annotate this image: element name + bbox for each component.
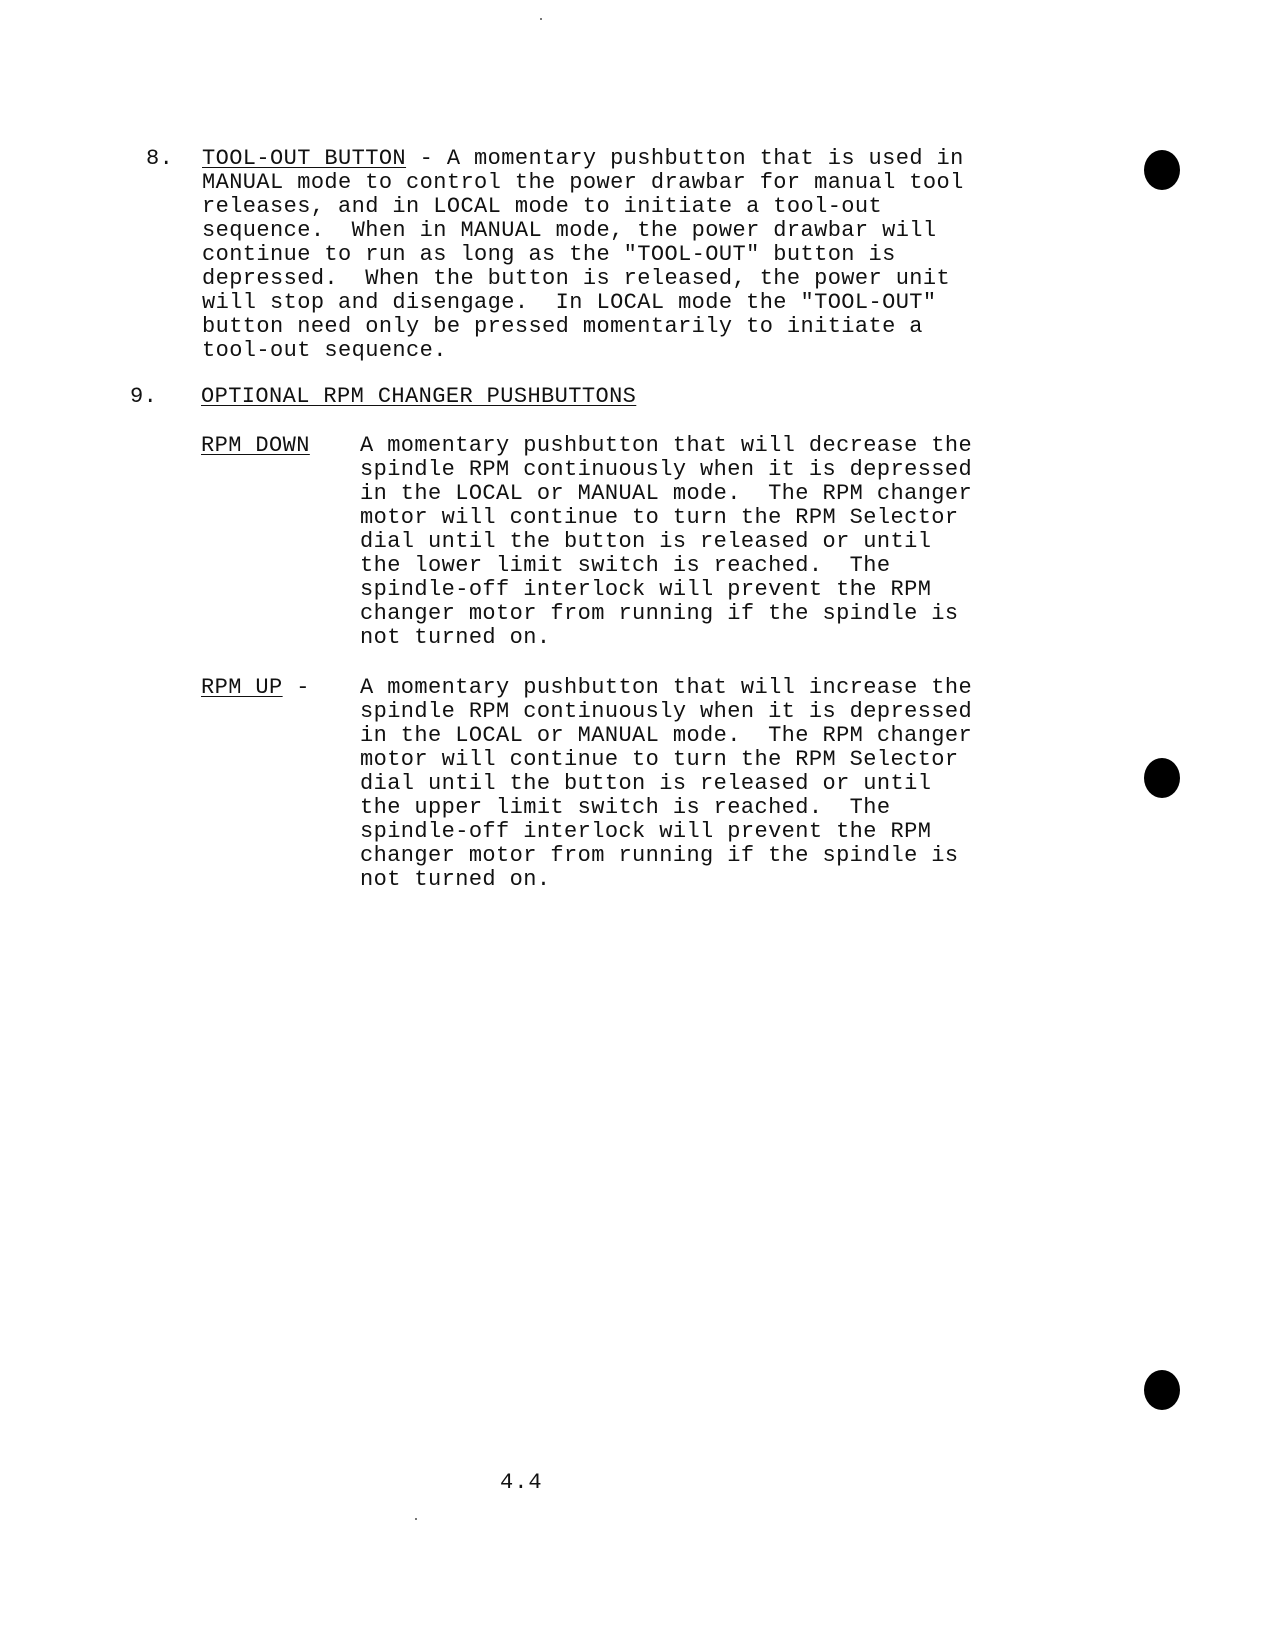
rpm-up-label-line	[201, 675, 310, 700]
item-8-line: - A momentary pushbutton that is used in	[406, 146, 964, 171]
rpm-down-line: dial until the button is released or until	[360, 529, 932, 554]
rpm-up-line: in the LOCAL or MANUAL mode. The RPM changer	[360, 723, 973, 748]
rpm-up-line: motor will continue to turn the RPM Selector	[360, 747, 959, 772]
rpm-up-line: not turned on.	[360, 867, 551, 892]
rpm-down-line: in the LOCAL or MANUAL mode. The RPM changer	[360, 481, 973, 506]
item-8-number: 8.	[146, 146, 174, 171]
item-8-line: continue to run as long as the "TOOL-OUT" button is	[202, 242, 896, 267]
item-9-title: OPTIONAL RPM CHANGER PUSHBUTTONS	[201, 384, 637, 409]
rpm-down-line: spindle RPM continuously when it is depressed	[360, 457, 973, 482]
punch-hole-middle	[1144, 758, 1180, 798]
item-8-line: tool-out sequence.	[202, 338, 447, 363]
rpm-up-label: RPM UP	[201, 675, 283, 700]
item-8-line: sequence. When in MANUAL mode, the power drawbar will	[202, 218, 937, 243]
item-9-number: 9.	[130, 384, 158, 409]
page-number: 4.4	[500, 1470, 543, 1495]
rpm-up-line: A momentary pushbutton that will increase the	[360, 675, 973, 700]
punch-hole-top	[1144, 150, 1180, 190]
rpm-down-line: spindle-off interlock will prevent the RPM	[360, 577, 932, 602]
item-8-line: depressed. When the button is released, the power unit	[202, 266, 951, 291]
scan-speck	[540, 18, 542, 20]
rpm-down-line: the lower limit switch is reached. The	[360, 553, 891, 578]
rpm-up-label-suffix: -	[282, 675, 310, 700]
rpm-up-line: spindle-off interlock will prevent the RPM	[360, 819, 932, 844]
rpm-up-line: changer motor from running if the spindle is	[360, 843, 959, 868]
rpm-down-line: changer motor from running if the spindle is	[360, 601, 959, 626]
rpm-down-line: A momentary pushbutton that will decrease the	[360, 433, 973, 458]
rpm-down-label: RPM DOWN	[201, 433, 310, 458]
rpm-up-line: dial until the button is released or until	[360, 771, 932, 796]
rpm-down-line: motor will continue to turn the RPM Selector	[360, 505, 959, 530]
rpm-up-line: spindle RPM continuously when it is depressed	[360, 699, 973, 724]
rpm-up-line: the upper limit switch is reached. The	[360, 795, 891, 820]
item-8-first-line	[202, 146, 964, 171]
item-8-line: button need only be pressed momentarily to initiate a	[202, 314, 923, 339]
item-8-line: releases, and in LOCAL mode to initiate a tool-out	[202, 194, 883, 219]
scan-speck	[415, 1518, 417, 1520]
item-8-title: TOOL-OUT BUTTON	[202, 146, 407, 171]
item-8-line: MANUAL mode to control the power drawbar for manual tool	[202, 170, 964, 195]
punch-hole-bottom	[1144, 1370, 1180, 1410]
rpm-down-line: not turned on.	[360, 625, 551, 650]
item-8-line: will stop and disengage. In LOCAL mode the "TOOL-OUT"	[202, 290, 937, 315]
